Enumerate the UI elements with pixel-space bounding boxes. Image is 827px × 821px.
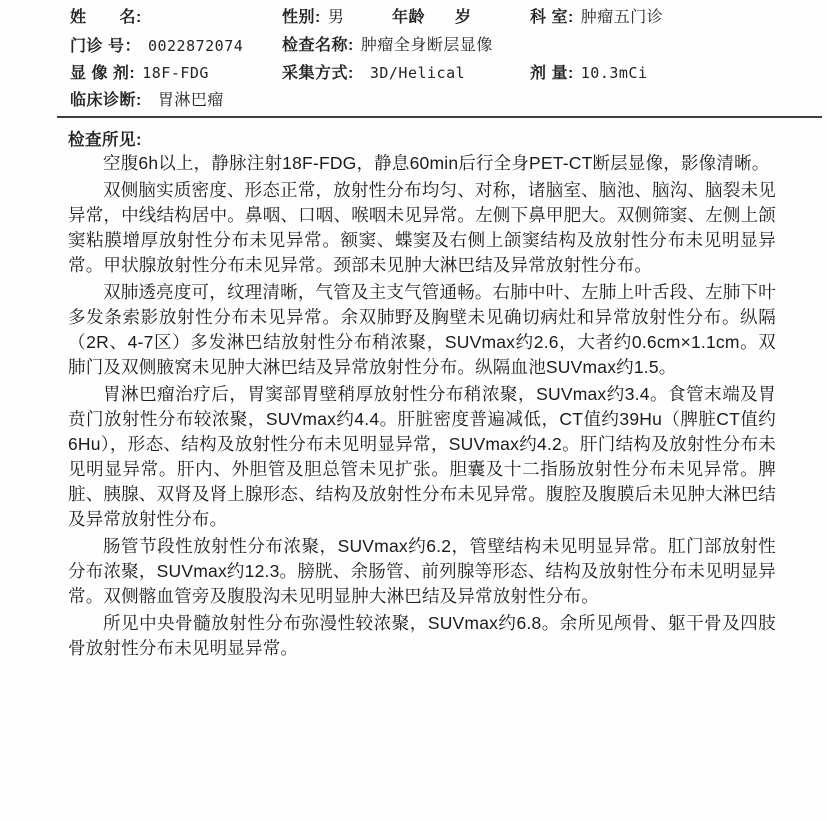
department-label: 科 室: (530, 9, 574, 26)
outpatient-no-label: 门诊 号： (70, 38, 141, 55)
acquisition-mode-value: 3D/Helical (369, 64, 466, 82)
clinical-diagnosis-value: 胃淋巴瘤 (157, 92, 224, 109)
field-sex (282, 8, 344, 28)
exam-name-label: 检查名称: (282, 37, 354, 54)
field-outpatient-no (70, 36, 243, 57)
age-label: 年龄 (392, 9, 426, 26)
outpatient-no-value: 0022872074 (147, 37, 244, 55)
patient-name-label: 姓 名: (70, 9, 142, 26)
findings-paragraph-1: 空腹6h以上，静脉注射18F-FDG，静息60min后行全身PET-CT断层显像，影像清晰。 (103, 153, 770, 173)
findings-paragraph-6: 所见中央骨髓放射性分布弥漫性较浓聚，SUVmax约6.8。余所见颅骨、躯干骨及四肢骨放射性分布未见明显异常。 (68, 613, 776, 658)
header-divider (57, 116, 822, 118)
findings-paragraph-4: 胃淋巴瘤治疗后，胃窦部胃壁稍厚放射性分布稍浓聚，SUVmax约3.4。食管末端及胃贲门放射性分布较浓聚，SUVmax约4.4。肝脏密度普遍减低，CT值约39Hu（脾脏CT值约6Hu），形态、结构及放射性分布未见明显异常，SUVmax约4.2。肝门结构及放射性分布未见明显异常。肝内、外胆管及胆总管未见扩张。胆囊及十二指肠放射性分布未见异常。脾脏、胰腺、双肾及肾上腺形态、结构及放射性分布未见异常。腹腔及腹膜后未见肿大淋巴结及异常放射性分布。 (68, 384, 776, 529)
dose-label: 剂 量: (530, 65, 574, 82)
findings-paragraph-5: 肠管节段性放射性分布浓聚，SUVmax约6.2，管壁结构未见明显异常。肛门部放射性分布浓聚，SUVmax约12.3。膀胱、余肠管、前列腺等形态、结构及放射性分布未见明显异常。双侧髂血管旁及腹股沟未见明显肿大淋巴结及异常放射性分布。 (68, 536, 776, 606)
findings-body (68, 151, 776, 663)
sex-label: 性别: (282, 9, 321, 26)
field-exam-name (282, 36, 493, 56)
field-department (530, 8, 663, 28)
findings-section-title: 检查所见: (68, 131, 142, 149)
department-value: 肿瘤五门诊 (580, 9, 664, 26)
findings-paragraph-3: 双肺透亮度可，纹理清晰，气管及主支气管通畅。右肺中叶、左肺上叶舌段、左肺下叶多发条索影放射性分布未见异常。余双肺野及胸壁未见确切病灶和异常放射性分布。纵隔（2R、4-7区）多发淋巴结放射性分布稍浓聚，SUVmax约2.6，大者约0.6cm×1.1cm。双肺门及双侧腋窝未见肿大淋巴结及异常放射性分布。纵隔血池SUVmax约1.5。 (68, 282, 776, 377)
findings-paragraph-2: 双侧脑实质密度、形态正常，放射性分布均匀、对称，诸脑室、脑池、脑沟、脑裂未见异常，中线结构居中。鼻咽、口咽、喉咽未见异常。左侧下鼻甲肥大。双侧筛窦、左侧上颌窦粘膜增厚放射性分布未见异常。额窦、蝶窦及右侧上颌窦结构及放射性分布未见明显异常。甲状腺放射性分布未见异常。颈部未见肿大淋巴结及异常放射性分布。 (68, 180, 776, 275)
age-unit-label: 岁 (455, 9, 472, 26)
field-patient-name (70, 8, 149, 28)
field-age-unit (455, 8, 472, 28)
tracer-value: 18F-FDG (142, 64, 209, 82)
field-acquisition-mode (282, 63, 465, 84)
field-clinical-diagnosis (70, 91, 224, 111)
sex-value: 男 (327, 9, 345, 26)
field-age (392, 8, 432, 28)
clinical-diagnosis-label: 临床诊断: (70, 92, 142, 109)
field-tracer (70, 63, 209, 84)
tracer-label: 显 像 剂: (70, 65, 136, 82)
acquisition-mode-label: 采集方式: (282, 65, 354, 82)
field-dose (530, 63, 648, 84)
dose-value: 10.3mCi (580, 64, 648, 82)
exam-name-value: 肿瘤全身断层显像 (360, 37, 493, 54)
